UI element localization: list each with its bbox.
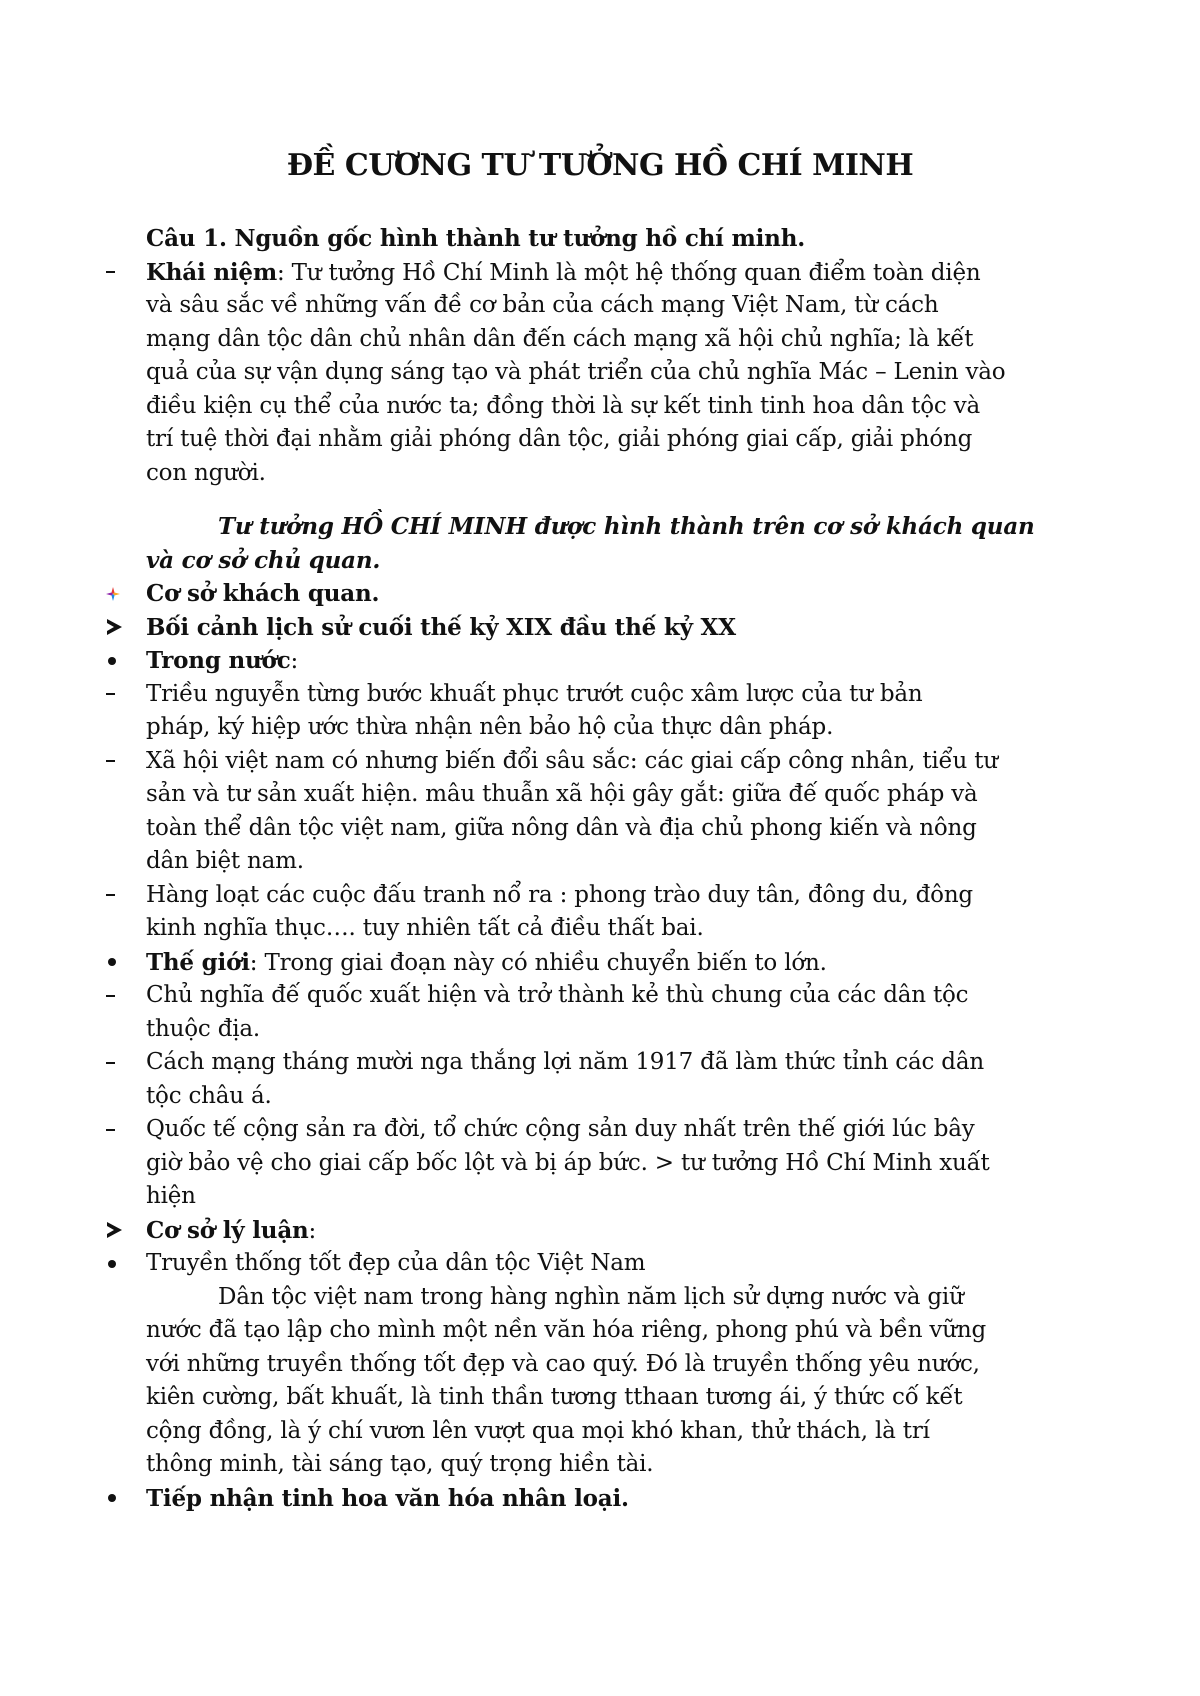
historical-context-heading: Bối cảnh lịch sử cuối thế kỷ XIX đầu thế kỷ XX: [146, 613, 736, 641]
domestic-point-line: Xã hội việt nam có nhưng biến đổi sâu sắc: các giai cấp công nhân, tiểu tư: [146, 747, 998, 774]
world-point-line: thuộc địa.: [146, 1015, 261, 1042]
domestic-point-line: kinh nghĩa thục…. tuy nhiên tất cả điều thất bai.: [146, 915, 704, 941]
definition-line: trí tuệ thời đại nhằm giải phóng dân tộc, giải phóng giai cấp, giải phóng: [146, 426, 973, 452]
domestic-point-line: Triều nguyễn từng bước khuất phục trướt cuộc xâm lược của tư bản: [146, 680, 923, 707]
domestic-label: Trong nước: [146, 647, 291, 674]
tradition-line: thông minh, tài sáng tạo, quý trọng hiền tài.: [146, 1451, 654, 1477]
world-item: [146, 946, 1066, 980]
tradition-line: cộng đồng, là ý chí vươn lên vượt qua mọi khó khan, thử thách, là trí: [146, 1417, 930, 1444]
world-point-line: Chủ nghĩa đế quốc xuất hiện và trở thành kẻ thù chung của các dân tộc: [146, 982, 969, 1008]
question-heading: Câu 1. Nguồn gốc hình thành tư tưởng hồ chí minh.: [146, 225, 806, 252]
world-point-line: giờ bảo vệ cho giai cấp bốc lột và bị áp bức. > tư tưởng Hồ Chí Minh xuất: [146, 1149, 990, 1176]
definition-line: quả của sự vận dụng sáng tạo và phát triển của chủ nghĩa Mác – Lenin vào: [146, 359, 1006, 385]
culture-item: [146, 1482, 1066, 1516]
document-body: [146, 222, 1066, 1515]
domestic-point-line: dân biệt nam.: [146, 848, 304, 874]
objective-basis-item: [146, 577, 1066, 611]
tradition-line: Dân tộc việt nam trong hàng nghìn năm lịch sử dựng nước và giữ: [218, 1283, 964, 1310]
bullet-marker-icon: [106, 644, 146, 678]
domestic-point: [146, 745, 1066, 879]
definition-item: [146, 256, 1066, 491]
domestic-point-line: pháp, ký hiệp ước thừa nhận nên bảo hộ của thực dân pháp.: [146, 714, 834, 740]
domestic-suffix: :: [290, 648, 299, 674]
world-point-line: Cách mạng tháng mười nga thắng lợi năm 1917 đã làm thức tỉnh các dân: [146, 1049, 984, 1075]
arrow-marker-icon: [106, 1214, 146, 1248]
world-point-line: Quốc tế cộng sản ra đời, tổ chức cộng sản duy nhất trên thế giới lúc bây: [146, 1116, 975, 1142]
document-title: ĐỀ CƯƠNG TƯ TƯỞNG HỒ CHÍ MINH: [286, 148, 914, 183]
dash-marker: [106, 745, 146, 779]
tradition-item: [146, 1247, 1066, 1482]
domestic-point-line: sản và tư sản xuất hiện. mâu thuẫn xã hội gây gắt: giữa đế quốc pháp và: [146, 781, 978, 807]
objective-basis-heading: Cơ sở khách quan.: [146, 580, 380, 607]
world-point: [146, 979, 1066, 1046]
world-point: [146, 1113, 1066, 1214]
definition-line: con người.: [146, 459, 266, 486]
world-label: Thế giới: [146, 948, 250, 976]
definition-line: điều kiện cụ thể của nước ta; đồng thời là sự kết tinh tinh hoa dân tộc và: [146, 392, 980, 419]
formation-statement-line: Tư tưởng HỒ CHÍ MINH được hình thành trên cơ sở khách quan: [218, 513, 1035, 540]
four-point-star-icon: [106, 587, 120, 601]
definition-line: mạng dân tộc dân chủ nhân dân đến cách mạng xã hội chủ nghĩa; là kết: [146, 325, 974, 352]
theoretical-basis-item: [146, 1214, 1066, 1248]
arrow-marker-icon: [106, 611, 146, 645]
theoretical-basis-label: Cơ sở lý luận: [146, 1216, 309, 1244]
bullet-marker-icon: [106, 946, 146, 980]
domestic-point: [146, 678, 1066, 745]
world-point-line: hiện: [146, 1183, 196, 1209]
definition-line: và sâu sắc về những vấn đề cơ bản của cách mạng Việt Nam, từ cách: [146, 292, 939, 318]
domestic-point: [146, 879, 1066, 946]
domestic-point-line: toàn thể dân tộc việt nam, giữa nông dân và địa chủ phong kiến và nông: [146, 814, 977, 841]
bullet-marker-icon: [106, 1482, 146, 1516]
formation-statement-line: và cơ sở chủ quan.: [146, 546, 381, 574]
definition-label: Khái niệm: [146, 258, 277, 286]
dash-marker: [106, 1113, 146, 1147]
historical-context-item: [146, 611, 1066, 645]
tradition-heading: Truyền thống tốt đẹp của dân tộc Việt Nam: [146, 1250, 646, 1276]
dash-marker: [106, 879, 146, 913]
tradition-line: với những truyền thống tốt đẹp và cao quý. Đó là truyền thống yêu nước,: [146, 1350, 980, 1377]
dash-marker: [106, 1046, 146, 1080]
tradition-line: nước đã tạo lập cho mình một nền văn hóa riêng, phong phú và bền vững: [146, 1317, 986, 1343]
culture-heading: Tiếp nhận tinh hoa văn hóa nhân loại.: [146, 1484, 629, 1512]
domestic-point-line: Hàng loạt các cuộc đấu tranh nổ ra : phong trào duy tân, đông du, đông: [146, 881, 973, 908]
dash-marker: [106, 678, 146, 712]
theoretical-basis-suffix: :: [308, 1217, 317, 1244]
domestic-item: [146, 644, 1066, 678]
definition-line: : Tư tưởng Hồ Chí Minh là một hệ thống quan điểm toàn diện: [277, 259, 981, 286]
dash-marker: [106, 256, 146, 290]
world-text: : Trong giai đoạn này có nhiều chuyển biến to lớn.: [249, 949, 827, 976]
dash-marker: [106, 979, 146, 1013]
tradition-line: kiên cường, bất khuất, là tinh thần tương tthaan tương ái, ý thức cố kết: [146, 1384, 963, 1410]
world-point-line: tộc châu á.: [146, 1082, 272, 1109]
bullet-marker-icon: [106, 1247, 146, 1281]
world-point: [146, 1046, 1066, 1113]
